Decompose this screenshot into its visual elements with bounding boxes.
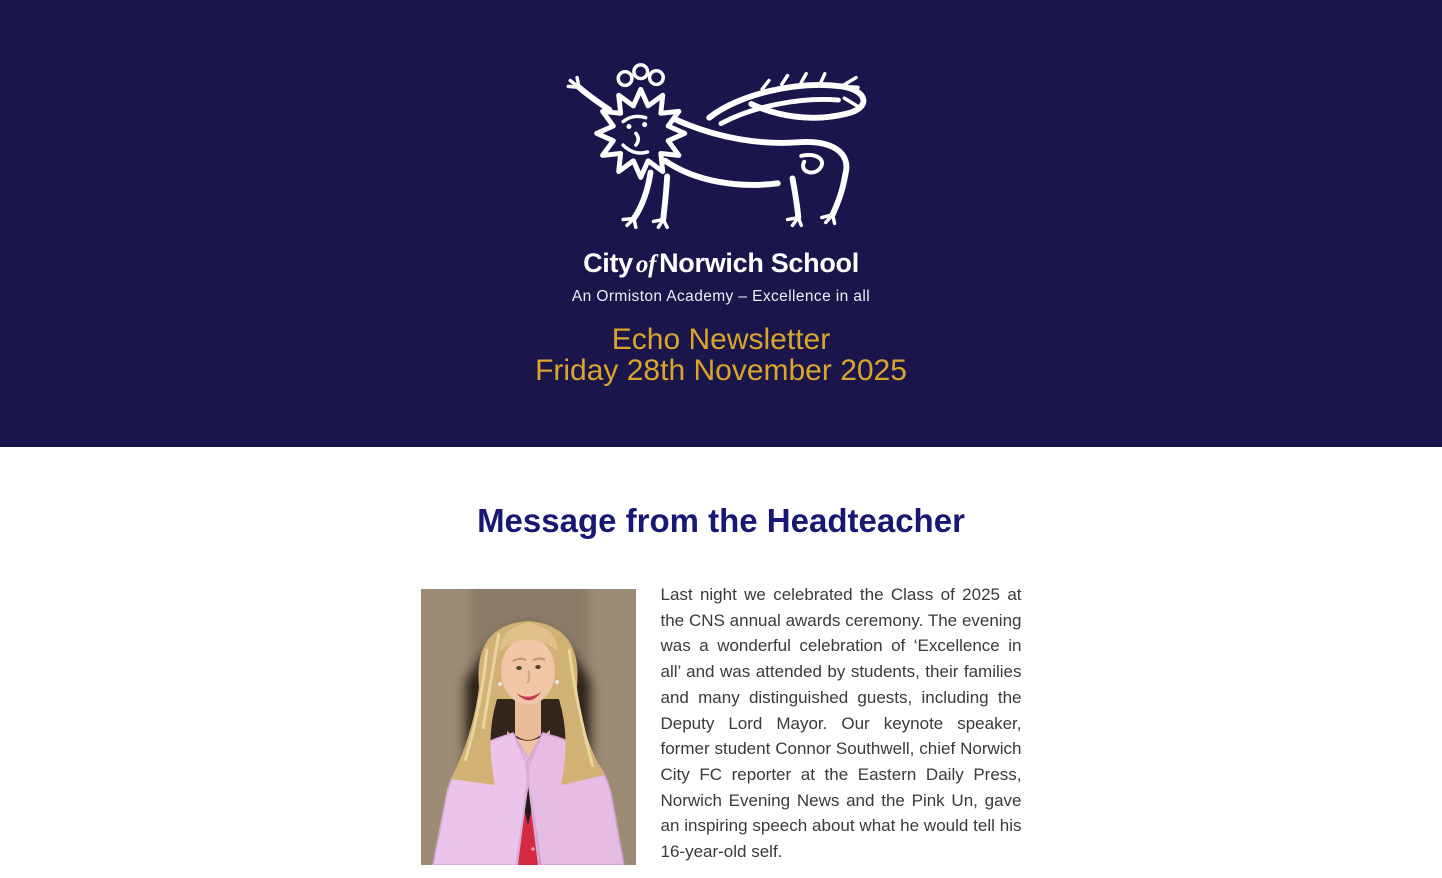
lion-passant-icon xyxy=(553,57,889,243)
school-tagline: An Ormiston Academy – Excellence in all xyxy=(571,288,871,305)
section-heading: Message from the Headteacher xyxy=(477,502,965,539)
school-name-of: of xyxy=(635,251,657,278)
school-name xyxy=(0,247,1442,281)
main-section xyxy=(0,447,1442,878)
newsletter-title: Echo Newsletter xyxy=(611,323,831,356)
school-name-city: City xyxy=(583,248,633,278)
school-name-rest: Norwich School xyxy=(659,248,859,278)
headteacher-photo xyxy=(421,589,636,865)
headteacher-message-row xyxy=(421,582,1022,865)
newsletter-date: Friday 28th November 2025 xyxy=(535,354,907,387)
message-paragraph: Last night we celebrated the Class of 2025 at the CNS annual awards ceremony. The evening was a wonderful celebration of ‘Excellence in all’ and was attended by students, their families and many distinguished guests, including the Deputy Lord Mayor. Our keynote speaker, former student Connor Southwell, chief Norwich City FC reporter at the Eastern Daily Press, Norwich Evening News and the Pink Un, gave an inspiring speech about what he would tell his 16-year-old self. xyxy=(660,585,1022,862)
